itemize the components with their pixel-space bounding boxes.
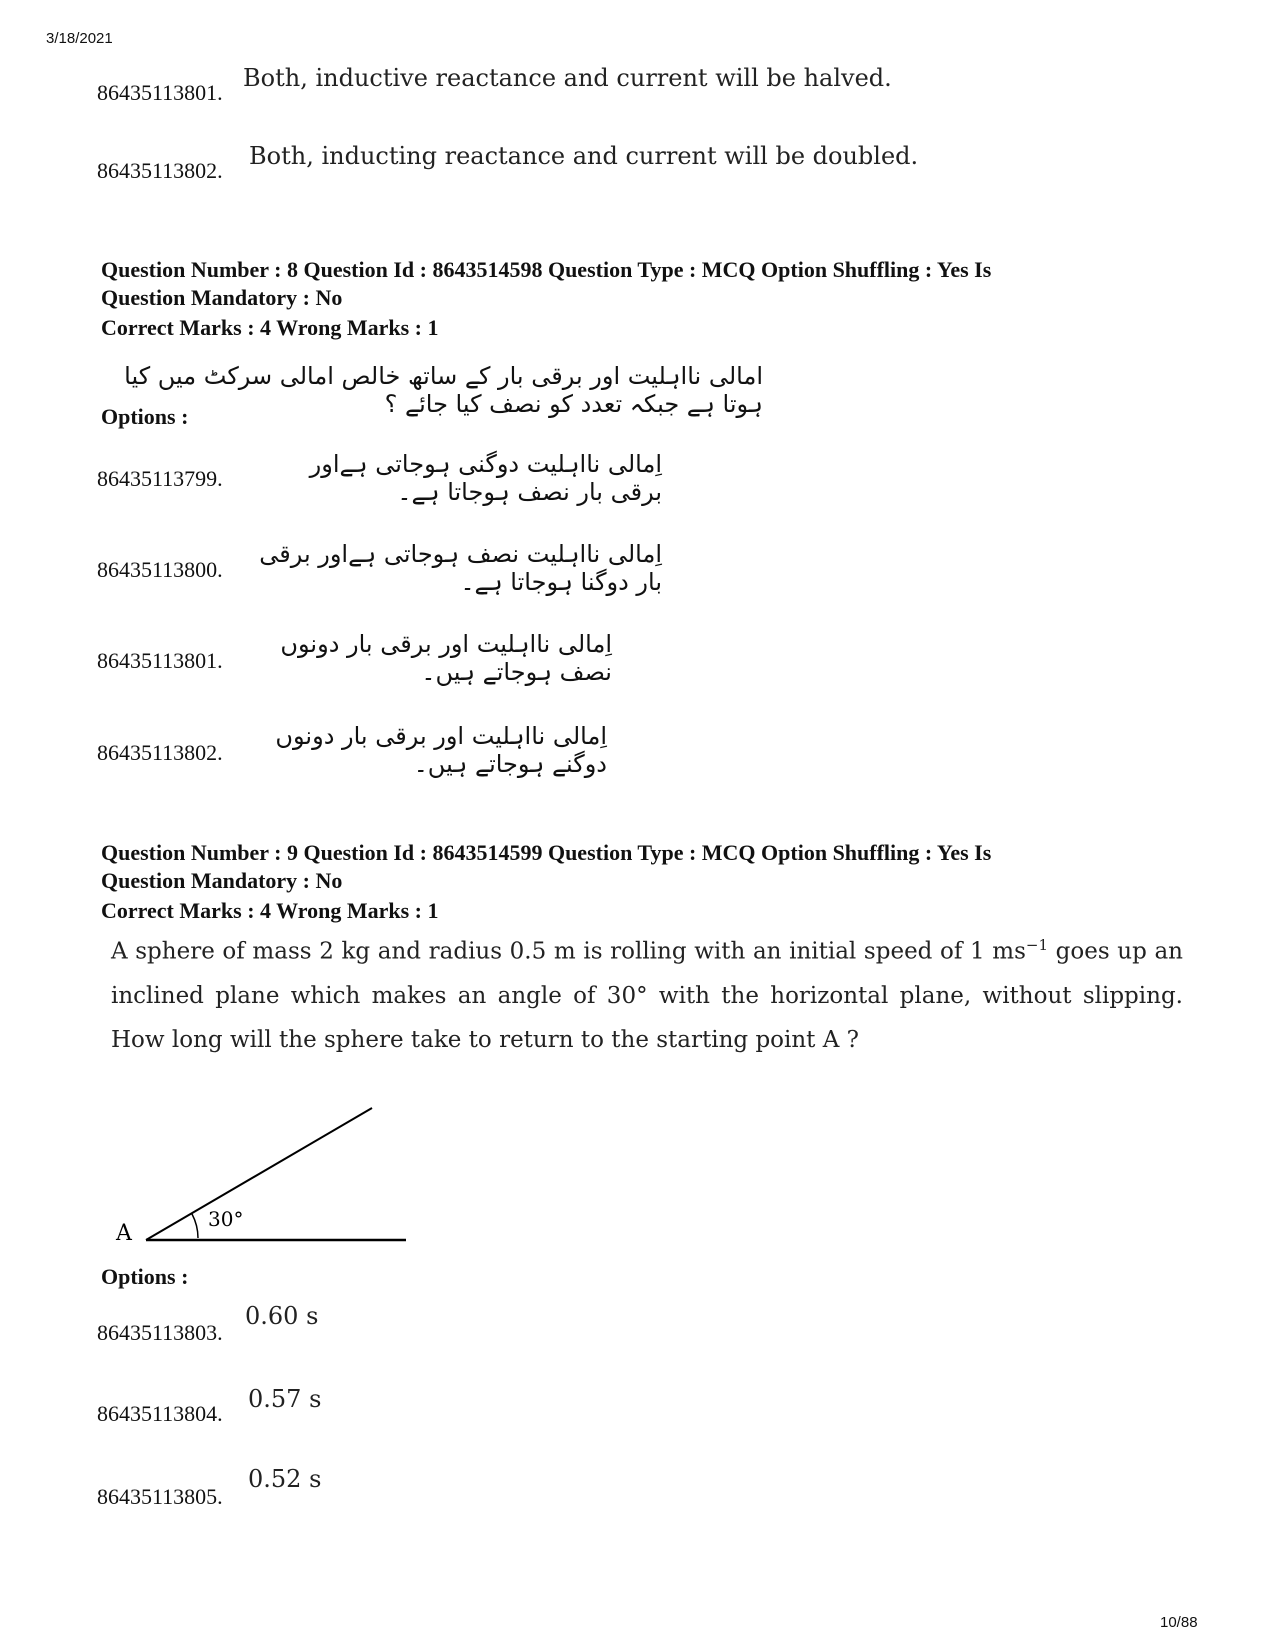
incline-line <box>146 1108 372 1240</box>
unit-exponent: −1 <box>1025 936 1049 954</box>
angle-label: 30° <box>208 1207 244 1231</box>
question-8-marks: Correct Marks : 4 Wrong Marks : 1 <box>101 315 439 340</box>
option-id: 86435113801. <box>97 648 223 673</box>
option-id: 86435113802. <box>97 740 223 765</box>
option-id: 86435113803. <box>97 1320 223 1345</box>
option-id: 86435113801. <box>97 80 223 105</box>
option-text: 0.52 s <box>248 1465 322 1493</box>
question-9-text <box>111 923 1183 1062</box>
point-a-label: A <box>116 1221 132 1246</box>
question-8-text: امالی نااہلیت اور برقی بار کے ساتھ خالص امالی سرکٹ میں کیا ہوتا ہے جبکہ تعدد کو نصف کیا جائے ؟ <box>124 362 763 418</box>
question-9-mandatory: Question Mandatory : No <box>101 868 343 893</box>
option-text: Both, inductive reactance and current will be halved. <box>243 64 892 92</box>
option-id: 86435113799. <box>97 466 223 491</box>
question-9-meta: Question Number : 9 Question Id : 8643514599 Question Type : MCQ Option Shuffling : Yes Is <box>101 840 992 865</box>
question-9-text-part1: A sphere of mass 2 kg and radius 0.5 m is rolling with an initial speed of 1 ms <box>111 938 1026 965</box>
question-9-marks: Correct Marks : 4 Wrong Marks : 1 <box>101 898 439 923</box>
option-text-urdu: اِمالی نااہلیت نصف ہوجاتی ہےاور برقی بار دوگنا ہوجاتا ہے۔ <box>259 540 662 596</box>
option-text-urdu: اِمالی نااہلیت دوگنی ہوجاتی ہےاور برقی بار نصف ہوجاتا ہے۔ <box>309 450 662 506</box>
option-id: 86435113805. <box>97 1484 223 1509</box>
inclined-plane-figure <box>100 1100 430 1260</box>
question-8-meta: Question Number : 8 Question Id : 8643514598 Question Type : MCQ Option Shuffling : Yes Is <box>101 257 992 282</box>
option-text: Both, inducting reactance and current will be doubled. <box>249 142 919 170</box>
page-number: 10/88 <box>1160 1614 1198 1631</box>
option-text: 0.57 s <box>248 1385 322 1413</box>
question-8-mandatory: Question Mandatory : No <box>101 285 343 310</box>
option-id: 86435113802. <box>97 158 223 183</box>
option-text-urdu: اِمالی نااہلیت اور برقی بار دونوں دوگنے ہوجاتے ہیں۔ <box>275 722 607 778</box>
question-8-header <box>101 256 1181 312</box>
option-id: 86435113804. <box>97 1401 223 1426</box>
options-label: Options : <box>101 1264 189 1289</box>
option-text-urdu: اِمالی نااہلیت اور برقی بار دونوں نصف ہوجاتے ہیں۔ <box>280 630 612 686</box>
options-label: Options : <box>101 404 189 429</box>
angle-arc <box>192 1214 198 1238</box>
option-text: 0.60 s <box>245 1302 319 1330</box>
option-id: 86435113800. <box>97 557 223 582</box>
question-9-header <box>101 839 1181 895</box>
print-date: 3/18/2021 <box>46 30 113 47</box>
question-9-text-part2: goes up an inclined plane which makes an angle of 30° with the horizontal plane, without slipping. How long will the sphere take to return to the starting point A ? <box>111 938 1183 1053</box>
